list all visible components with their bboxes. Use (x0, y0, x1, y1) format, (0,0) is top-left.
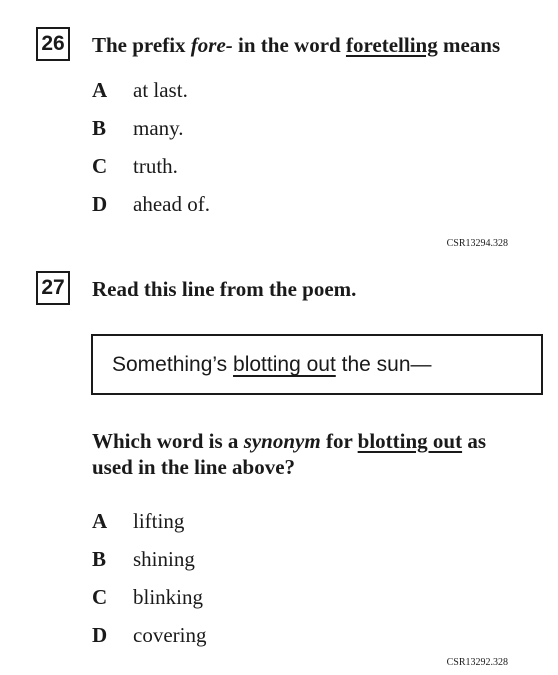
option-text: covering (133, 623, 207, 647)
option-text: truth. (133, 154, 178, 178)
question-27-stem (92, 428, 486, 454)
stem-text: in the word (232, 33, 346, 57)
option-text: many. (133, 116, 184, 140)
stem-text: as (462, 429, 487, 453)
stem-text: Which word is a (92, 429, 244, 453)
stem-text: The prefix (92, 33, 191, 57)
stem-text: means (437, 33, 501, 57)
question-number-27: 27 (36, 271, 70, 305)
option-letter: D (92, 623, 108, 647)
option-letter: A (92, 78, 108, 102)
passage-underlined-phrase: blotting out (233, 353, 336, 376)
stem-underlined-word: foretelling (345, 33, 438, 57)
stem-text: for (320, 429, 358, 453)
stem-underlined-phrase: blotting out (357, 429, 463, 453)
passage-text: the sun— (335, 353, 432, 376)
option-text: lifting (133, 509, 185, 533)
question-26-stem (92, 32, 500, 58)
option-text: shining (133, 547, 195, 571)
stem-emphasis: fore- (190, 33, 233, 57)
question-number-26: 26 (36, 27, 70, 61)
question-27-stem-line-2: used in the line above? (92, 455, 296, 479)
option-letter: A (92, 509, 108, 533)
passage-text: Something’s (112, 353, 234, 376)
option-letter: C (92, 154, 108, 178)
option-letter: B (92, 547, 107, 571)
item-code: CSR13294.328 (446, 238, 508, 249)
option-text: blinking (133, 585, 204, 609)
stem-emphasis: synonym (243, 429, 321, 453)
option-letter: D (92, 192, 108, 216)
poem-excerpt-box (91, 334, 543, 395)
option-letter: B (92, 116, 107, 140)
option-text: at last. (133, 78, 188, 102)
option-letter: C (92, 585, 108, 609)
question-27-intro: Read this line from the poem. (92, 277, 357, 301)
option-text: ahead of. (133, 192, 210, 216)
item-code: CSR13292.328 (446, 657, 508, 668)
